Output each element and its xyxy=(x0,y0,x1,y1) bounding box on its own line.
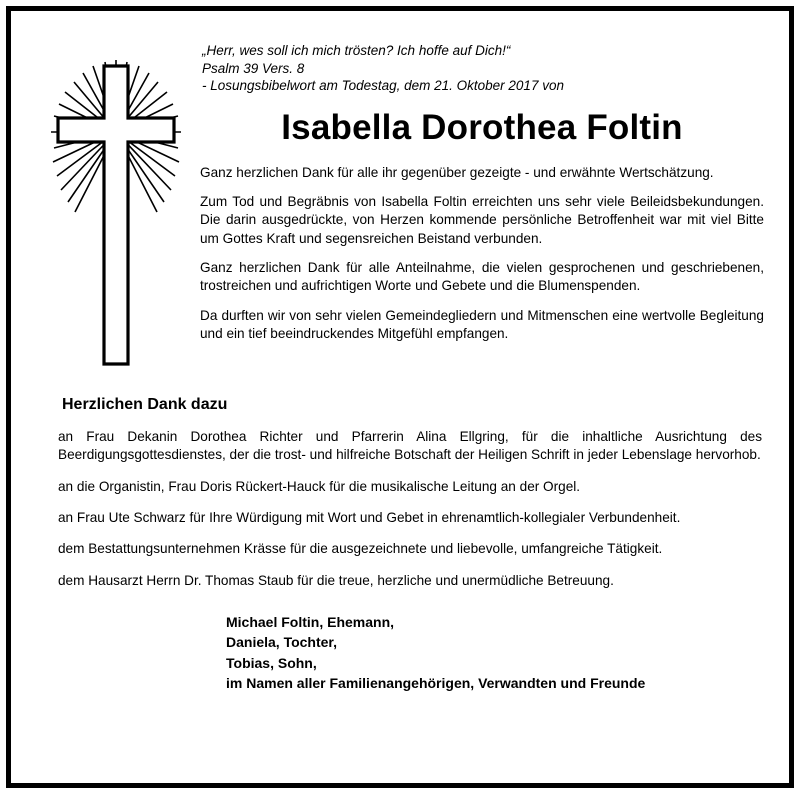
thanks-list xyxy=(36,428,764,590)
signature-line: im Namen aller Familienangehörigen, Verwandten und Freunde xyxy=(226,674,646,691)
body-paragraph: Zum Tod und Begräbnis von Isabella Foltin erreichten uns sehr viele Beileidsbekundungen. Die darin ausgedrückte, von Herzen kommende persönliche Betroffenheit war mit viel Bitte um Gottes Kraft und segensreichen Beistand verbunden. xyxy=(200,193,764,246)
epigraph xyxy=(200,42,764,95)
list-item: an die Organistin, Frau Doris Rückert-Hauck für die musikalische Leitung an der Orgel. xyxy=(58,478,581,494)
signature-line: Tobias, Sohn, xyxy=(226,654,317,671)
epigraph-line-2: Psalm 39 Vers. 8 xyxy=(202,60,305,76)
list-item: dem Bestattungsunternehmen Krässe für die ausgezeichnete und liebevolle, umfangreiche Tätigkeit. xyxy=(58,541,663,557)
signature-block xyxy=(226,612,764,693)
list-item: an Frau Ute Schwarz für Ihre Würdigung mit Wort und Gebet in ehrenamtlich-kollegialer Verbundenheit. xyxy=(58,510,681,526)
header-area xyxy=(36,28,764,382)
list-item: dem Hausarzt Herrn Dr. Thomas Staub für die treue, herzliche und unermüdliche Betreuung. xyxy=(58,572,614,588)
header-text-column xyxy=(196,28,764,354)
signature-line: Daniela, Tochter, xyxy=(226,634,337,651)
body-paragraph: Da durften wir von sehr vielen Gemeindegliedern und Mitmenschen eine wertvolle Begleitung und ein tief beeindruckendes Mitgefühl empfangen. xyxy=(200,307,764,342)
epigraph-line-1: „Herr, wes soll ich mich trösten? Ich hoffe auf Dich!“ xyxy=(202,43,511,58)
thanks-heading: Herzlichen Dank dazu xyxy=(62,396,228,413)
epigraph-line-3: - Losungsbibelwort am Todestag, dem 21. Oktober 2017 von xyxy=(202,78,564,94)
signature-line: Michael Foltin, Ehemann, xyxy=(226,614,395,631)
body-paragraph: Ganz herzlichen Dank für alle Anteilnahme, die vielen gesprochenen und geschriebenen, trostreichen und aufrichtigen Worte und Gebete und die Blumenspenden. xyxy=(200,260,764,294)
radiant-cross-icon xyxy=(41,42,191,382)
list-item: an Frau Dekanin Dorothea Richter und Pfarrerin Alina Ellgring, für die inhaltliche Ausrichtung des Beerdigungsgottesdienstes, der die trost- und hilfreiche Botschaft der Heiligen Schrift in jeder Lebenslage hervorhob. xyxy=(58,429,762,463)
obituary-content xyxy=(18,18,782,776)
page-title: Isabella Dorothea Foltin xyxy=(281,107,683,147)
cross-illustration-column xyxy=(36,28,196,382)
body-paragraph: Ganz herzlichen Dank für alle ihr gegenüber gezeigte - und erwähnte Wertschätzung. xyxy=(200,164,714,180)
